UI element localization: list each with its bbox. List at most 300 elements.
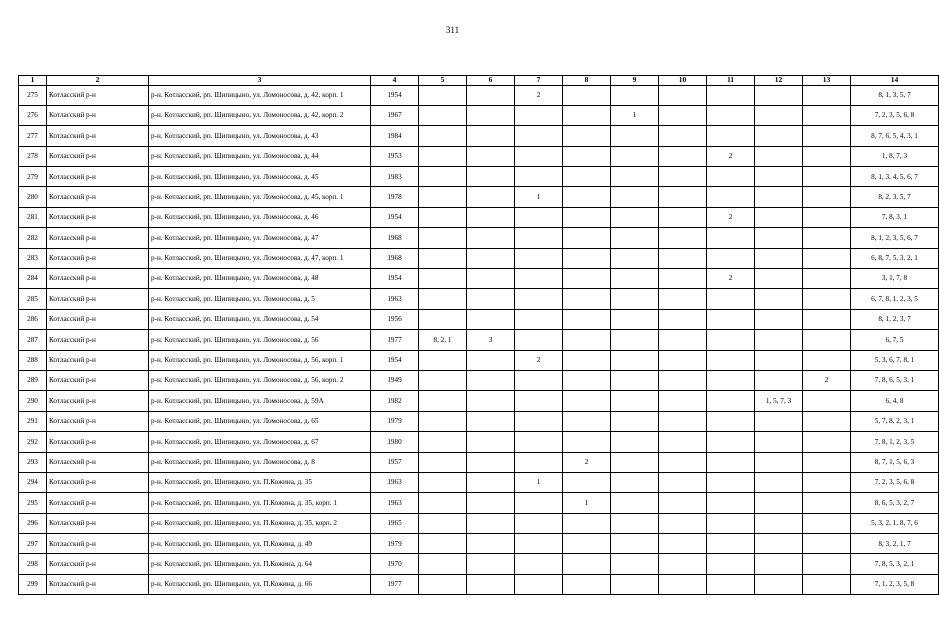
year-cell: 1965 <box>371 513 419 533</box>
col-5-cell <box>419 452 467 472</box>
col-12-cell <box>755 554 803 574</box>
row-number-cell: 278 <box>19 146 47 166</box>
address-cell: р-н. Котласский, рп. Шипицыно, ул. Ломоносова, д. 42, корп. 1 <box>149 85 371 105</box>
col-5-cell <box>419 146 467 166</box>
col-11-cell <box>707 105 755 125</box>
col-14-cell: 8, 1, 3, 5, 7 <box>851 85 939 105</box>
col-11-cell <box>707 167 755 187</box>
row-number-cell: 285 <box>19 289 47 309</box>
col-8-cell <box>563 85 611 105</box>
col-5-cell <box>419 391 467 411</box>
col-11-cell <box>707 493 755 513</box>
col-14-cell: 7, 2, 3, 5, 6, 8 <box>851 472 939 492</box>
year-cell: 1968 <box>371 228 419 248</box>
col-8-cell <box>563 126 611 146</box>
col-10-cell <box>659 126 707 146</box>
address-cell: р-н. Котласский, рп. Шипицыно, ул. Ломоносова, д. 43 <box>149 126 371 146</box>
col-5-cell <box>419 167 467 187</box>
address-cell: р-н. Котласский, рп. Шипицыно, ул. Ломоносова, д. 56 <box>149 330 371 350</box>
col-10-cell <box>659 574 707 594</box>
col-13-cell <box>803 411 851 431</box>
col-9-cell <box>611 513 659 533</box>
col-7-cell <box>515 391 563 411</box>
district-cell: Котласский р-н <box>47 472 149 492</box>
year-cell: 1963 <box>371 289 419 309</box>
col-12-cell <box>755 207 803 227</box>
col-10-cell <box>659 493 707 513</box>
col-9-cell <box>611 472 659 492</box>
address-cell: р-н. Котласский, рп. Шипицыно, ул. П.Кожина, д. 35 <box>149 472 371 492</box>
col-8-cell <box>563 146 611 166</box>
table-row <box>19 411 939 431</box>
address-cell: р-н. Котласский, рп. Шипицыно, ул. П.Кожина, д. 49 <box>149 534 371 554</box>
col-12-cell <box>755 513 803 533</box>
table-row <box>19 432 939 452</box>
col-10-cell <box>659 350 707 370</box>
district-cell: Котласский р-н <box>47 350 149 370</box>
col-14-cell: 5, 3, 6, 7, 8, 1 <box>851 350 939 370</box>
table-row <box>19 472 939 492</box>
col-9-cell <box>611 391 659 411</box>
col-12-cell <box>755 146 803 166</box>
district-cell: Котласский р-н <box>47 534 149 554</box>
col-10-cell <box>659 309 707 329</box>
table-row <box>19 85 939 105</box>
col-7-cell <box>515 105 563 125</box>
col-11-cell <box>707 248 755 268</box>
col-12-cell <box>755 452 803 472</box>
district-cell: Котласский р-н <box>47 391 149 411</box>
col-5-cell <box>419 309 467 329</box>
col-11-cell <box>707 554 755 574</box>
register-table <box>18 75 939 595</box>
col-13-cell <box>803 452 851 472</box>
col-6-cell <box>467 228 515 248</box>
col-5-cell <box>419 126 467 146</box>
column-header-11: 11 <box>707 76 755 86</box>
district-cell: Котласский р-н <box>47 309 149 329</box>
year-cell: 1970 <box>371 554 419 574</box>
col-8-cell <box>563 105 611 125</box>
col-8-cell <box>563 513 611 533</box>
col-7-cell: 1 <box>515 187 563 207</box>
col-10-cell <box>659 85 707 105</box>
table-row <box>19 452 939 472</box>
col-6-cell <box>467 574 515 594</box>
table-row <box>19 126 939 146</box>
col-6-cell <box>467 85 515 105</box>
col-9-cell <box>611 432 659 452</box>
column-header-4: 4 <box>371 76 419 86</box>
col-7-cell <box>515 248 563 268</box>
col-11-cell <box>707 309 755 329</box>
col-6-cell <box>467 248 515 268</box>
col-14-cell: 8, 6, 5, 3, 2, 7 <box>851 493 939 513</box>
address-cell: р-н. Котласский, рп. Шипицыно, ул. Ломоносова, д. 45, корп. 1 <box>149 187 371 207</box>
row-number-cell: 275 <box>19 85 47 105</box>
table-row <box>19 574 939 594</box>
year-cell: 1968 <box>371 248 419 268</box>
column-header-8: 8 <box>563 76 611 86</box>
district-cell: Котласский р-н <box>47 452 149 472</box>
district-cell: Котласский р-н <box>47 167 149 187</box>
year-cell: 1979 <box>371 411 419 431</box>
col-11-cell <box>707 330 755 350</box>
col-10-cell <box>659 207 707 227</box>
col-5-cell <box>419 513 467 533</box>
col-8-cell <box>563 228 611 248</box>
row-number-cell: 293 <box>19 452 47 472</box>
col-12-cell <box>755 411 803 431</box>
address-cell: р-н. Котласский, рп. Шипицыно, ул. П.Кожина, д. 66 <box>149 574 371 594</box>
column-header-10: 10 <box>659 76 707 86</box>
col-14-cell: 6, 7, 8, 1, 2, 3, 5 <box>851 289 939 309</box>
row-number-cell: 298 <box>19 554 47 574</box>
year-cell: 1982 <box>371 391 419 411</box>
col-9-cell <box>611 452 659 472</box>
col-9-cell <box>611 350 659 370</box>
col-13-cell <box>803 554 851 574</box>
col-12-cell <box>755 309 803 329</box>
col-6-cell <box>467 472 515 492</box>
year-cell: 1963 <box>371 493 419 513</box>
table-row <box>19 248 939 268</box>
col-13-cell <box>803 167 851 187</box>
address-cell: р-н. Котласский, рп. Шипицыно, ул. П.Кожина, д. 35, корп. 1 <box>149 493 371 513</box>
address-cell: р-н. Котласский, рп. Шипицыно, ул. Ломоносова, д. 59А <box>149 391 371 411</box>
column-header-9: 9 <box>611 76 659 86</box>
col-13-cell <box>803 269 851 289</box>
row-number-cell: 299 <box>19 574 47 594</box>
row-number-cell: 284 <box>19 269 47 289</box>
col-14-cell: 7, 1, 2, 3, 5, 8 <box>851 574 939 594</box>
table-body <box>19 85 939 595</box>
table-row <box>19 350 939 370</box>
col-7-cell: 2 <box>515 350 563 370</box>
col-5-cell <box>419 187 467 207</box>
year-cell: 1954 <box>371 85 419 105</box>
col-12-cell <box>755 330 803 350</box>
col-6-cell <box>467 105 515 125</box>
row-number-cell: 276 <box>19 105 47 125</box>
col-8-cell <box>563 534 611 554</box>
col-5-cell <box>419 228 467 248</box>
col-8-cell <box>563 411 611 431</box>
col-7-cell <box>515 207 563 227</box>
year-cell: 1954 <box>371 269 419 289</box>
district-cell: Котласский р-н <box>47 187 149 207</box>
col-13-cell <box>803 534 851 554</box>
col-12-cell <box>755 126 803 146</box>
page-number: 311 <box>445 25 460 35</box>
table-row <box>19 269 939 289</box>
row-number-cell: 283 <box>19 248 47 268</box>
col-6-cell <box>467 207 515 227</box>
col-6-cell <box>467 350 515 370</box>
column-header-13: 13 <box>803 76 851 86</box>
col-10-cell <box>659 513 707 533</box>
col-10-cell <box>659 228 707 248</box>
row-number-cell: 297 <box>19 534 47 554</box>
col-13-cell <box>803 391 851 411</box>
col-9-cell <box>611 370 659 390</box>
row-number-cell: 279 <box>19 167 47 187</box>
col-7-cell <box>515 126 563 146</box>
col-13-cell <box>803 146 851 166</box>
row-number-cell: 295 <box>19 493 47 513</box>
col-8-cell <box>563 330 611 350</box>
col-12-cell <box>755 534 803 554</box>
district-cell: Котласский р-н <box>47 228 149 248</box>
table-row <box>19 330 939 350</box>
col-13-cell <box>803 85 851 105</box>
col-12-cell <box>755 105 803 125</box>
col-12-cell <box>755 350 803 370</box>
col-13-cell <box>803 574 851 594</box>
col-9-cell <box>611 187 659 207</box>
col-7-cell <box>515 228 563 248</box>
col-9-cell <box>611 126 659 146</box>
col-13-cell <box>803 350 851 370</box>
col-7-cell <box>515 146 563 166</box>
col-9-cell <box>611 534 659 554</box>
table-row <box>19 289 939 309</box>
district-cell: Котласский р-н <box>47 513 149 533</box>
row-number-cell: 291 <box>19 411 47 431</box>
col-5-cell <box>419 207 467 227</box>
col-9-cell <box>611 146 659 166</box>
col-9-cell <box>611 411 659 431</box>
col-14-cell: 6, 7, 5 <box>851 330 939 350</box>
year-cell: 1977 <box>371 574 419 594</box>
col-6-cell <box>467 513 515 533</box>
col-6-cell: 3 <box>467 330 515 350</box>
col-6-cell <box>467 126 515 146</box>
col-5-cell <box>419 269 467 289</box>
col-11-cell <box>707 411 755 431</box>
table-row <box>19 513 939 533</box>
col-9-cell <box>611 493 659 513</box>
col-8-cell: 1 <box>563 493 611 513</box>
address-cell: р-н. Котласский, рп. Шипицыно, ул. П.Кожина, д. 35, корп. 2 <box>149 513 371 533</box>
district-cell: Котласский р-н <box>47 574 149 594</box>
col-9-cell <box>611 269 659 289</box>
row-number-cell: 287 <box>19 330 47 350</box>
table-row <box>19 534 939 554</box>
col-13-cell <box>803 330 851 350</box>
col-10-cell <box>659 105 707 125</box>
col-6-cell <box>467 554 515 574</box>
address-cell: р-н. Котласский, рп. Шипицыно, ул. Ломоносова, д. 42, корп. 2 <box>149 105 371 125</box>
table-row <box>19 228 939 248</box>
column-header-3: 3 <box>149 76 371 86</box>
col-6-cell <box>467 370 515 390</box>
col-8-cell <box>563 207 611 227</box>
address-cell: р-н. Котласский, рп. Шипицыно, ул. Ломоносова, д. 8 <box>149 452 371 472</box>
column-header-2: 2 <box>47 76 149 86</box>
col-12-cell <box>755 472 803 492</box>
col-10-cell <box>659 167 707 187</box>
col-11-cell <box>707 85 755 105</box>
district-cell: Котласский р-н <box>47 289 149 309</box>
col-10-cell <box>659 452 707 472</box>
col-8-cell <box>563 248 611 268</box>
year-cell: 1949 <box>371 370 419 390</box>
column-header-7: 7 <box>515 76 563 86</box>
year-cell: 1980 <box>371 432 419 452</box>
col-8-cell <box>563 269 611 289</box>
col-7-cell <box>515 493 563 513</box>
col-10-cell <box>659 370 707 390</box>
col-12-cell <box>755 269 803 289</box>
column-header-1: 1 <box>19 76 47 86</box>
district-cell: Котласский р-н <box>47 146 149 166</box>
row-number-cell: 296 <box>19 513 47 533</box>
col-12-cell <box>755 85 803 105</box>
table-row <box>19 493 939 513</box>
address-cell: р-н. Котласский, рп. Шипицыно, ул. Ломоносова, д. 44 <box>149 146 371 166</box>
col-14-cell: 8, 1, 2, 3, 7 <box>851 309 939 329</box>
row-number-cell: 290 <box>19 391 47 411</box>
col-12-cell <box>755 167 803 187</box>
col-11-cell <box>707 391 755 411</box>
col-12-cell <box>755 370 803 390</box>
col-10-cell <box>659 248 707 268</box>
col-8-cell <box>563 289 611 309</box>
col-7-cell <box>515 513 563 533</box>
col-11-cell: 2 <box>707 207 755 227</box>
col-5-cell <box>419 248 467 268</box>
district-cell: Котласский р-н <box>47 269 149 289</box>
col-12-cell <box>755 187 803 207</box>
col-7-cell <box>515 309 563 329</box>
col-11-cell <box>707 452 755 472</box>
col-11-cell <box>707 472 755 492</box>
year-cell: 1983 <box>371 167 419 187</box>
address-cell: р-н. Котласский, рп. Шипицыно, ул. Ломоносова, д. 67 <box>149 432 371 452</box>
col-10-cell <box>659 187 707 207</box>
col-8-cell <box>563 309 611 329</box>
col-14-cell: 8, 7, 1, 5, 6, 3 <box>851 452 939 472</box>
col-10-cell <box>659 554 707 574</box>
col-11-cell <box>707 432 755 452</box>
col-5-cell <box>419 534 467 554</box>
col-10-cell <box>659 330 707 350</box>
col-14-cell: 7, 2, 3, 5, 6, 8 <box>851 105 939 125</box>
district-cell: Котласский р-н <box>47 126 149 146</box>
col-7-cell <box>515 554 563 574</box>
col-11-cell <box>707 289 755 309</box>
col-12-cell <box>755 493 803 513</box>
col-13-cell <box>803 472 851 492</box>
col-8-cell <box>563 554 611 574</box>
row-number-cell: 294 <box>19 472 47 492</box>
district-cell: Котласский р-н <box>47 432 149 452</box>
table-row <box>19 370 939 390</box>
col-9-cell <box>611 330 659 350</box>
col-14-cell: 3, 1, 7, 8 <box>851 269 939 289</box>
column-header-5: 5 <box>419 76 467 86</box>
table-row <box>19 207 939 227</box>
col-9-cell <box>611 248 659 268</box>
col-11-cell: 2 <box>707 146 755 166</box>
col-7-cell <box>515 452 563 472</box>
district-cell: Котласский р-н <box>47 207 149 227</box>
col-5-cell: 8, 2, 1 <box>419 330 467 350</box>
col-11-cell: 2 <box>707 269 755 289</box>
col-11-cell <box>707 350 755 370</box>
col-7-cell <box>515 289 563 309</box>
district-cell: Котласский р-н <box>47 330 149 350</box>
year-cell: 1979 <box>371 534 419 554</box>
address-cell: р-н. Котласский, рп. Шипицыно, ул. Ломоносова, д. 46 <box>149 207 371 227</box>
col-6-cell <box>467 289 515 309</box>
col-12-cell <box>755 248 803 268</box>
col-5-cell <box>419 85 467 105</box>
col-7-cell: 2 <box>515 85 563 105</box>
district-cell: Котласский р-н <box>47 370 149 390</box>
col-14-cell: 8, 1, 3, 4, 5, 6, 7 <box>851 167 939 187</box>
col-9-cell: 1 <box>611 105 659 125</box>
col-13-cell <box>803 493 851 513</box>
col-9-cell <box>611 554 659 574</box>
address-cell: р-н. Котласский, рп. Шипицыно, ул. Ломоносова, д. 48 <box>149 269 371 289</box>
row-number-cell: 292 <box>19 432 47 452</box>
col-13-cell <box>803 187 851 207</box>
column-header-6: 6 <box>467 76 515 86</box>
col-8-cell <box>563 472 611 492</box>
col-11-cell <box>707 126 755 146</box>
col-12-cell <box>755 228 803 248</box>
col-9-cell <box>611 207 659 227</box>
col-10-cell <box>659 269 707 289</box>
column-header-14: 14 <box>851 76 939 86</box>
district-cell: Котласский р-н <box>47 105 149 125</box>
year-cell: 1978 <box>371 187 419 207</box>
col-14-cell: 8, 3, 2, 1, 7 <box>851 534 939 554</box>
col-13-cell <box>803 513 851 533</box>
col-5-cell <box>419 105 467 125</box>
col-11-cell <box>707 534 755 554</box>
row-number-cell: 280 <box>19 187 47 207</box>
address-cell: р-н. Котласский, рп. Шипицыно, ул. Ломоносова, д. 45 <box>149 167 371 187</box>
address-cell: р-н. Котласский, рп. Шипицыно, ул. П.Кожина, д. 64 <box>149 554 371 574</box>
year-cell: 1954 <box>371 350 419 370</box>
table-row <box>19 554 939 574</box>
column-header-12: 12 <box>755 76 803 86</box>
col-14-cell: 7, 8, 6, 5, 3, 1 <box>851 370 939 390</box>
row-number-cell: 286 <box>19 309 47 329</box>
col-14-cell: 8, 2, 3, 5, 7 <box>851 187 939 207</box>
col-8-cell <box>563 370 611 390</box>
col-14-cell: 8, 1, 2, 3, 5, 6, 7 <box>851 228 939 248</box>
col-6-cell <box>467 146 515 166</box>
col-5-cell <box>419 432 467 452</box>
col-7-cell <box>515 574 563 594</box>
year-cell: 1956 <box>371 309 419 329</box>
col-10-cell <box>659 411 707 431</box>
year-cell: 1984 <box>371 126 419 146</box>
table-row <box>19 105 939 125</box>
col-8-cell <box>563 432 611 452</box>
table-header-row <box>19 76 939 86</box>
col-11-cell <box>707 187 755 207</box>
col-12-cell <box>755 432 803 452</box>
col-10-cell <box>659 432 707 452</box>
col-8-cell <box>563 574 611 594</box>
col-13-cell <box>803 228 851 248</box>
col-13-cell <box>803 309 851 329</box>
